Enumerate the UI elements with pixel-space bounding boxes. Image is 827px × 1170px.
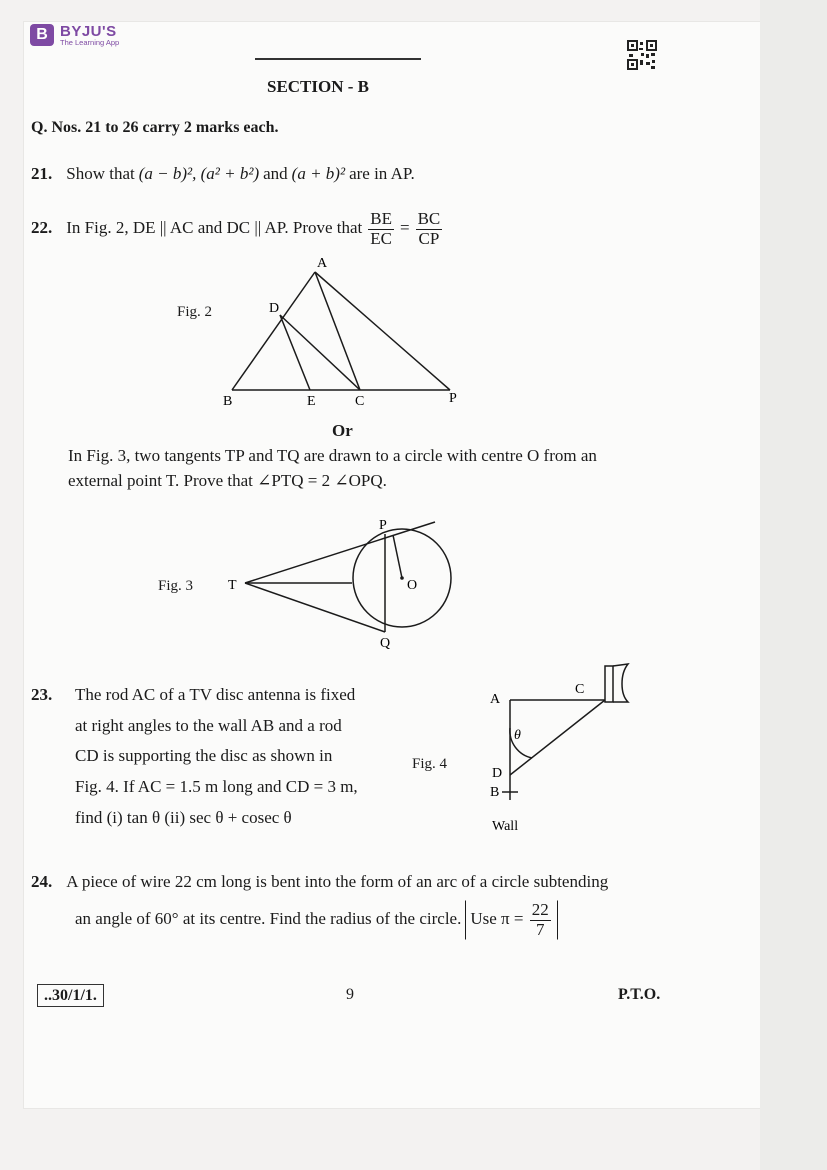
label-D: D xyxy=(492,766,503,781)
qr-code-icon xyxy=(627,40,657,70)
label-P: P xyxy=(379,518,387,533)
figure-2-diagram xyxy=(170,255,480,425)
q23-line-4: Fig. 4. If AC = 1.5 m long and CD = 3 m, xyxy=(75,777,358,796)
label-C: C xyxy=(575,682,585,697)
label-wall: Wall xyxy=(492,819,519,834)
q22-alt-line-2: external point T. Prove that ∠PTQ = 2 ∠OPQ. xyxy=(68,471,387,490)
label-P: P xyxy=(449,391,457,406)
q24-line-2: an angle of 60° at its centre. Find the radius of the circle. xyxy=(75,908,462,928)
figure-4-caption: Fig. 4 xyxy=(412,756,448,772)
pi-hint xyxy=(465,900,557,940)
label-Q: Q xyxy=(380,636,391,651)
q23-line-3: CD is supporting the disc as shown in xyxy=(75,746,333,765)
paper-code: ..30/1/1. xyxy=(37,984,104,1007)
q23-line-2: at right angles to the wall AB and a rod xyxy=(75,716,342,735)
question-24 xyxy=(31,872,608,892)
q22-alt-line-1: In Fig. 3, two tangents TP and TQ are drawn to a circle with centre O from an xyxy=(68,446,597,465)
figure-4-diagram xyxy=(480,650,640,840)
fraction-numerator: 22 xyxy=(531,900,549,919)
q21-text-mid: and xyxy=(263,164,288,183)
question-21 xyxy=(31,164,415,184)
label-B: B xyxy=(223,394,233,409)
q22-fraction-be-ec xyxy=(368,210,394,248)
label-A: A xyxy=(490,692,501,707)
label-D: D xyxy=(269,301,280,316)
figure-2-caption: Fig. 2 xyxy=(177,304,213,320)
q21-text-post: are in AP. xyxy=(349,164,415,183)
label-C: C xyxy=(355,394,365,409)
q22-text: In Fig. 2, DE || AC and DC || AP. Prove that xyxy=(66,217,363,237)
header-rule xyxy=(255,58,421,60)
pi-fraction xyxy=(530,901,551,939)
section-title: SECTION - B xyxy=(266,77,370,96)
q21-expr1: (a − b)², (a² + b²) xyxy=(138,164,260,183)
label-T: T xyxy=(228,578,237,593)
fraction-denominator: EC xyxy=(370,228,392,248)
label-theta: θ xyxy=(514,728,521,743)
question-22 xyxy=(31,210,444,248)
label-A: A xyxy=(317,256,328,271)
logo-mark: B xyxy=(30,24,54,46)
label-B: B xyxy=(490,785,500,800)
fraction-numerator: BC xyxy=(417,209,441,228)
label-E: E xyxy=(307,394,316,409)
pi-hint-label: Use π = xyxy=(470,909,524,929)
scan-margin xyxy=(760,0,827,1170)
section-instruction: Q. Nos. 21 to 26 carry 2 marks each. xyxy=(31,119,279,136)
byjus-logo xyxy=(30,24,119,47)
question-number: 22. xyxy=(31,217,53,237)
label-O: O xyxy=(407,578,418,593)
question-number: 24. xyxy=(31,872,53,891)
q21-expr2: (a + b)² xyxy=(291,164,346,183)
figure-3-caption: Fig. 3 xyxy=(158,578,194,594)
q23-line-1: The rod AC of a TV disc antenna is fixed xyxy=(75,685,356,704)
logo-tagline: The Learning App xyxy=(60,38,120,47)
q24-line-1: A piece of wire 22 cm long is bent into the form of an arc of a circle subtending xyxy=(66,872,609,891)
question-number: 21. xyxy=(31,164,53,183)
figure-3-diagram xyxy=(215,515,455,655)
fraction-numerator: BE xyxy=(370,209,392,228)
q24-line-2-row xyxy=(75,900,558,940)
please-turn-over: P.T.O. xyxy=(618,986,661,1003)
fraction-denominator: 7 xyxy=(535,919,545,939)
question-number: 23. xyxy=(31,685,53,704)
q21-text-pre: Show that xyxy=(66,164,135,183)
q23-line-5: find (i) tan θ (ii) sec θ + cosec θ xyxy=(75,808,292,827)
equals-sign: = xyxy=(400,217,410,237)
logo-name: BYJU'S xyxy=(60,23,117,40)
or-separator: Or xyxy=(332,421,353,440)
fraction-denominator: CP xyxy=(418,228,440,248)
q22-fraction-bc-cp xyxy=(416,210,443,248)
page-number: 9 xyxy=(346,986,354,1003)
